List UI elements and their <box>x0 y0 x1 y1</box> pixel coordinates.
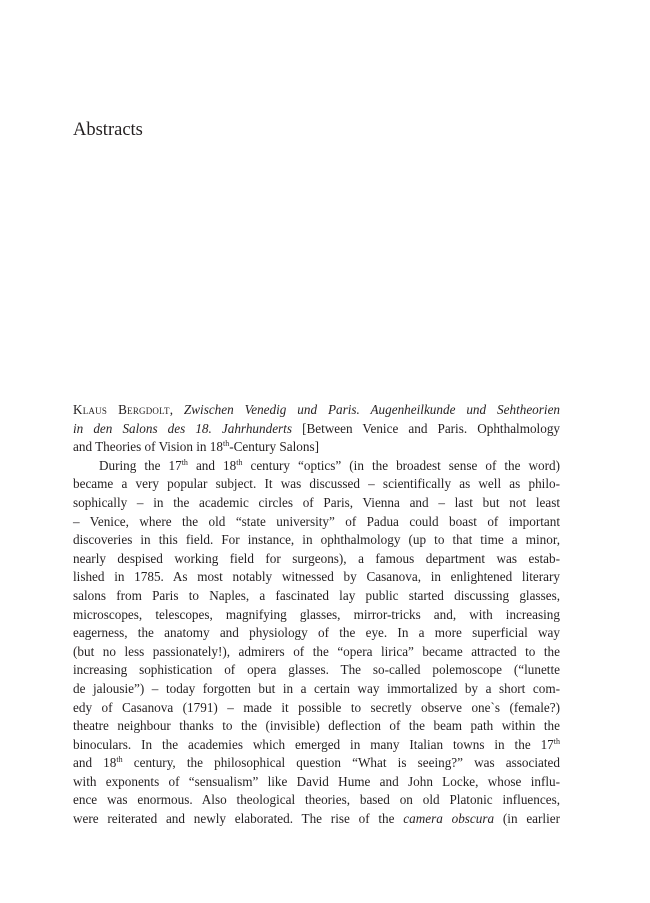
text-run: were reiterated and newly elaborated. The rise of the <box>73 811 404 827</box>
body-line <box>73 810 560 829</box>
heading-line: Klaus Bergdolt, Zwischen Venedig und Paris. Augenheilkunde und Sehtheorien <box>73 402 561 417</box>
superscript: th <box>181 457 188 467</box>
translated-title-part1: [Between Venice and Paris. Ophthalmology <box>302 420 561 436</box>
text-run: During the 17 <box>99 457 182 473</box>
original-title-part1: Zwischen Venedig und Paris. Augenheilkunde und Sehtheorien <box>183 402 561 417</box>
body-line: discoveries in this field. For instance, in ophthalmology (up to that time a minor, <box>73 532 560 548</box>
superscript: th <box>223 439 230 449</box>
body-line <box>73 457 560 476</box>
body-line: de jalousie”) – today forgotten but in a certain way immortalized by a short com- <box>73 680 560 696</box>
body-line: – Venice, where the old “state university” of Padua could boast of important <box>73 513 560 529</box>
body-line: microscopes, telescopes, magnifying glasses, mirror-tricks and, with increasing <box>73 606 560 622</box>
abstract-body <box>73 457 560 829</box>
body-line: nearly despised working field for surgeons), a famous department was estab- <box>73 550 560 566</box>
body-line: theatre neighbour thanks to the (invisible) deflection of the beam path within the <box>73 718 560 734</box>
text-run: century “optics” (in the broadest sense of the word) <box>242 457 560 473</box>
page-title: Abstracts <box>73 120 143 140</box>
text-run: (in earlier <box>494 811 560 827</box>
body-line: became a very popular subject. It was discussed – scientifically as well as philo- <box>73 476 560 492</box>
original-title-part2: in den Salons des 18. Jahrhunderts <box>73 420 292 436</box>
body-line: lished in 1785. As most notably witnessed by Casanova, in enlightened literary <box>73 569 560 585</box>
text-run: binoculars. In the academies which emerged in many Italian towns in the 17 <box>73 736 554 752</box>
superscript: th <box>553 736 560 746</box>
superscript: th <box>236 457 243 467</box>
body-line <box>73 736 560 755</box>
author-name: Klaus Bergdolt <box>73 402 170 417</box>
abstract-heading <box>73 401 560 457</box>
text-run: and 18 <box>187 457 237 473</box>
text-run: century, the philosophical question “What is seeing?” was associated <box>122 755 560 771</box>
body-line: (but no less passionately!), admirers of the “opera lirica” became attracted to the <box>73 643 560 659</box>
body-line: increasing sophistication of opera glasses. The so-called polemoscope (“lunette <box>73 662 560 678</box>
text-run: and 18 <box>73 755 117 771</box>
body-line: with exponents of “sensualism” like David Hume and John Locke, whose influ- <box>73 773 560 789</box>
translated-title-part2: and Theories of Vision in 18 <box>73 439 223 455</box>
body-line: sophically – in the academic circles of Paris, Vienna and – last but not least <box>73 494 560 510</box>
italic-term: camera obscura <box>403 811 495 827</box>
translated-title-part3: -Century Salons] <box>229 439 319 455</box>
heading-line <box>73 420 560 439</box>
body-line: edy of Casanova (1791) – made it possible to secretly observe one`s (female?) <box>73 699 560 715</box>
superscript: th <box>116 755 123 765</box>
body-line: salons from Paris to Naples, a fascinated lay public started discussing glasses, <box>73 587 560 603</box>
body-line <box>73 754 560 773</box>
heading-line <box>73 438 560 457</box>
abstract-entry <box>73 401 560 829</box>
body-line: eagerness, the anatomy and physiology of the eye. In a more superficial way <box>73 625 560 641</box>
body-line: ence was enormous. Also theological theories, based on old Platonic influences, <box>73 792 560 808</box>
